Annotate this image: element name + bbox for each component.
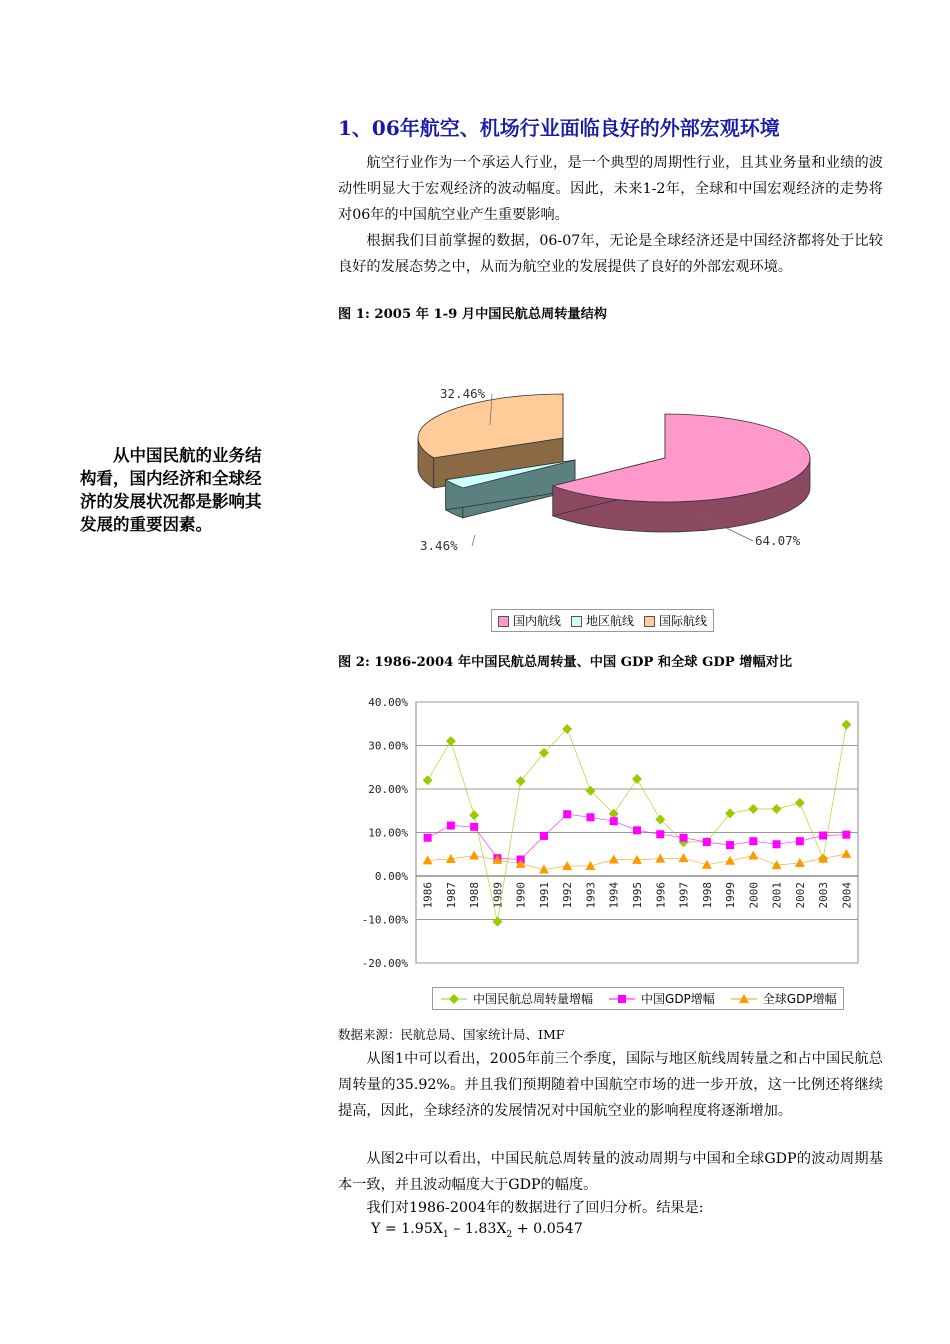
legend-marker: [729, 993, 759, 1005]
y-tick-label: 30.00%: [368, 739, 408, 753]
section-title: 1、06年航空、机场行业面临良好的外部宏观环境: [338, 116, 780, 140]
paragraph-figure2-analysis: 从图2中可以看出，中国民航总周转量的波动周期与中国和全球GDP的波动周期基本一致，并且波动幅度大于GDP的幅度。: [338, 1151, 883, 1193]
line-legend-item: [439, 990, 593, 1007]
y-tick-label: 10.00%: [368, 826, 408, 840]
x-tick-label: 1995: [631, 882, 644, 909]
data-point: [726, 841, 734, 849]
data-point: [540, 832, 548, 840]
data-point: [424, 834, 432, 842]
data-point: [749, 837, 757, 845]
data-point: [842, 831, 850, 839]
x-tick-label: 2004: [840, 882, 854, 909]
y-tick-label: -20.00%: [361, 957, 408, 970]
paragraph-figure1-analysis: 从图1中可以看出，2005年前三个季度，国际与地区航线周转量之和占中国民航总周转量的35.92%。并且我们预期随着中国航空市场的进一步开放，这一比例还将继续提高，因此，全球经济的发展情况对中国航空业的影响程度将逐渐增加。: [338, 1051, 883, 1119]
x-tick-label: 1999: [724, 882, 738, 909]
data-point: [680, 834, 688, 842]
x-tick-label: 1987: [444, 882, 458, 909]
legend-swatch: [644, 616, 655, 627]
y-tick-label: -10.00%: [361, 913, 408, 927]
x-tick-label: 1992: [561, 882, 575, 909]
legend-label: 国内航线: [513, 614, 562, 628]
x-tick-label: 1993: [584, 882, 598, 909]
x-tick-label: 1990: [514, 882, 528, 909]
figure1-caption: 图 1: 2005 年 1-9 月中国民航总周转量结构: [338, 307, 607, 322]
data-point: [703, 838, 711, 846]
x-tick-label: 1989: [491, 882, 505, 909]
pie-chart: [400, 370, 870, 585]
data-point: [586, 813, 594, 821]
side-note: 从中国民航的业务结构看，国内经济和全球经济的发展状况都是影响其发展的重要因素。: [80, 446, 262, 534]
paragraph-outlook: 根据我们目前掌握的数据，06-07年，无论是全球经济还是中国经济都将处于比较良好的发展态势之中，从而为航空业的发展提供了良好的外部宏观环境。: [338, 233, 883, 275]
legend-swatch: [498, 616, 509, 627]
pie-slice-0: [553, 414, 810, 532]
y-tick-label: 20.00%: [368, 783, 408, 796]
data-point: [819, 832, 827, 840]
paragraph-regression: 我们对1986-2004年的数据进行了回归分析。结果是:: [366, 1200, 704, 1216]
data-point: [447, 822, 455, 830]
x-tick-label: 1998: [700, 882, 714, 909]
data-point: [773, 840, 781, 848]
pie-legend-item: [498, 612, 561, 629]
x-tick-label: 1997: [677, 882, 691, 909]
line-legend: [432, 987, 844, 1010]
y-tick-label: 0.00%: [374, 870, 408, 883]
data-source: 数据来源：民航总局、国家统计局、IMF: [338, 1027, 565, 1042]
data-point: [656, 830, 664, 838]
data-point: [796, 837, 804, 845]
legend-swatch: [571, 616, 582, 627]
pie-label-2: 32.46%: [440, 386, 486, 401]
legend-label: 国际航线: [659, 614, 708, 628]
data-point: [633, 826, 641, 834]
legend-label: 全球GDP增幅: [762, 992, 837, 1006]
pie-legend-item: [644, 612, 707, 629]
legend-label: 中国GDP增幅: [641, 992, 715, 1006]
x-tick-label: 2000: [747, 882, 761, 909]
legend-marker: [439, 993, 469, 1005]
line-chart: [340, 690, 870, 980]
legend-label: 地区航线: [586, 614, 635, 628]
data-point: [470, 823, 478, 831]
pie-label-1: 3.46%: [420, 538, 458, 553]
pie-legend-item: [571, 612, 634, 629]
pie-legend: [491, 609, 714, 632]
x-tick-label: 1994: [607, 882, 621, 909]
x-tick-label: 2001: [770, 882, 784, 909]
line-legend-item: [607, 990, 715, 1007]
regression-formula: $Y = 1.95X_1 - 1.83X_2 + 0.0547$: [371, 1221, 583, 1240]
figure2-caption: 图 2: 1986-2004 年中国民航总周转量、中国 GDP 和全球 GDP 增幅对比: [338, 655, 793, 670]
x-tick-label: 1988: [468, 882, 482, 909]
line-legend-item: [729, 990, 837, 1007]
legend-label: 中国民航总周转量增幅: [473, 992, 594, 1006]
x-tick-label: 1991: [537, 882, 551, 909]
y-tick-label: 40.00%: [368, 696, 408, 709]
legend-marker: [607, 993, 637, 1005]
x-tick-label: 1986: [421, 882, 435, 909]
pie-label-0: 64.07%: [755, 533, 801, 548]
x-tick-label: 2002: [793, 882, 807, 909]
paragraph-intro: 航空行业作为一个承运人行业，是一个典型的周期性行业，且其业务量和业绩的波动性明显大于宏观经济的波动幅度。因此，未来1-2年，全球和中国宏观经济的走势将对06年的中国航空业产生重要影响。: [338, 155, 883, 223]
data-point: [563, 810, 571, 818]
x-tick-label: 2003: [817, 882, 831, 909]
x-tick-label: 1996: [654, 882, 668, 909]
data-point: [610, 817, 618, 825]
